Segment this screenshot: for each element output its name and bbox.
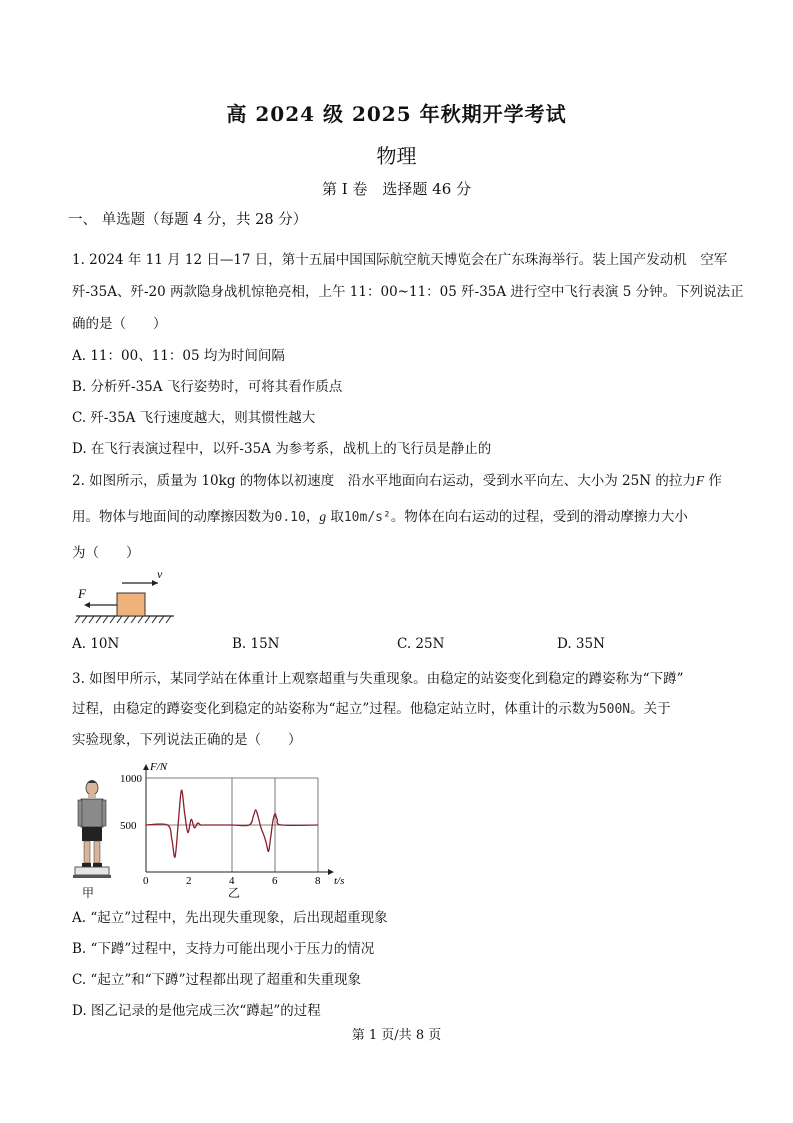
- page-footer: 第 1 页/共 8 页: [351, 1028, 442, 1043]
- q2-line2-text: 用。物体与地面间的动摩擦因数为: [72, 509, 275, 525]
- x-tick-label: 6: [272, 875, 278, 887]
- x-tick-label: 2: [186, 875, 192, 887]
- q2-line2-take: 取: [326, 509, 344, 525]
- ground-hatching: [75, 616, 174, 623]
- q3-line2-end: 。关于: [630, 701, 671, 717]
- subject-title: 物理: [376, 144, 417, 168]
- q3-line2-text: 过程，由稳定的蹲姿变化到稳定的站姿称为“起立”过程。他稳定站立时，体重计的示数为: [72, 701, 599, 717]
- q2-line2-sep: ，: [305, 509, 320, 525]
- q3-stem-line2: [72, 697, 671, 717]
- q2-stem-line3: 为（ ）: [72, 545, 140, 561]
- figure-yi-label: 乙: [228, 886, 241, 900]
- x-tick-label: 0: [143, 875, 149, 887]
- shirt: [81, 799, 103, 827]
- y-tick-label: 1000: [120, 773, 142, 785]
- q2-line1-end: 作: [704, 473, 722, 489]
- q1-option-b: B. 分析歼-35A 飞行姿势时，可将其看作质点: [72, 379, 343, 395]
- velocity-label: v: [157, 567, 163, 581]
- q3-stem-line3: 实验现象，下列说法正确的是（ ）: [72, 732, 302, 748]
- y-axis-arrow: [143, 764, 149, 770]
- q2-stem-line2: [72, 505, 688, 525]
- y-tick-label: 500: [120, 820, 137, 832]
- q1-stem-line2: 歼-35A、歼-20 两款隐身战机惊艳亮相，上午 11：00~11：05 歼-35A 进行空中飞行表演 5 分钟。下列说法正: [72, 284, 744, 300]
- chart-tick-labels: [120, 773, 321, 887]
- x-axis-label: t/s: [334, 875, 345, 887]
- q2-g-var: g: [319, 509, 327, 524]
- scale: [75, 867, 109, 875]
- exam-title: 高 2024 级 2025 年秋期开学考试: [226, 102, 567, 126]
- q2-option-b: B. 15N: [232, 636, 280, 652]
- q3-option-b: B. “下蹲”过程中，支持力可能出现小于压力的情况: [72, 941, 375, 957]
- q2-line1-text: 2. 如图所示，质量为 10kg 的物体以初速度 沿水平地面向右运动，受到水平向左、大小为 25N 的拉力: [72, 473, 696, 489]
- head: [86, 781, 98, 795]
- shorts: [82, 827, 102, 841]
- q2-line2-end: 。物体在向右运动的过程，受到的滑动摩擦力大小: [390, 509, 688, 525]
- y-axis-label: F/N: [150, 761, 168, 773]
- q3-weight-value: 500N: [598, 702, 631, 717]
- q1-option-a: A. 11：00、11：05 均为时间间隔: [72, 348, 285, 364]
- q2-stem-line1: [72, 469, 722, 489]
- q1-stem-line3: 确的是（ ）: [72, 316, 167, 332]
- block: [117, 593, 145, 616]
- q1-option-d: D. 在飞行表演过程中，以歼-35A 为参考系，战机上的飞行员是静止的: [72, 441, 492, 457]
- force-time-chart: [118, 758, 348, 898]
- force-label: F: [78, 586, 86, 601]
- x-tick-label: 4: [229, 875, 235, 887]
- q3-option-d: D. 图乙记录的是他完成三次“蹲起”的过程: [72, 1003, 321, 1019]
- q3-option-a: A. “起立”过程中，先出现失重现象，后出现超重现象: [72, 910, 388, 926]
- person-on-scale-figure: [70, 778, 114, 896]
- part-heading: 一、 单选题（每题 4 分，共 28 分）: [68, 212, 308, 228]
- figure-jia-label: 甲: [82, 886, 95, 900]
- q2-option-d: D. 35N: [557, 636, 605, 652]
- q2-block-figure: [70, 566, 180, 628]
- q2-mu-value: 0.10: [274, 510, 306, 525]
- q3-stem-line1: 3. 如图甲所示，某同学站在体重计上观察超重与失重现象。由稳定的站姿变化到稳定的蹲姿称为“下蹲”: [72, 671, 684, 687]
- q3-option-c: C. “起立”和“下蹲”过程都出现了超重和失重现象: [72, 972, 362, 988]
- q2-g-value: 10m/s²: [343, 510, 391, 525]
- x-tick-label: 8: [315, 875, 321, 887]
- chart-axes: [143, 764, 334, 875]
- q2-option-a: A. 10N: [72, 636, 120, 652]
- q2-force-var: F: [695, 473, 705, 488]
- q2-option-c: C. 25N: [397, 636, 445, 652]
- q1-stem-line1: 1. 2024 年 11 月 12 日—17 日，第十五届中国国际航空航天博览会在广东珠海举行。装上国产发动机 空军: [72, 252, 728, 268]
- section-title: 第 I 卷 选择题 46 分: [321, 180, 472, 198]
- q1-option-c: C. 歼-35A 飞行速度越大，则其惯性越大: [72, 410, 316, 426]
